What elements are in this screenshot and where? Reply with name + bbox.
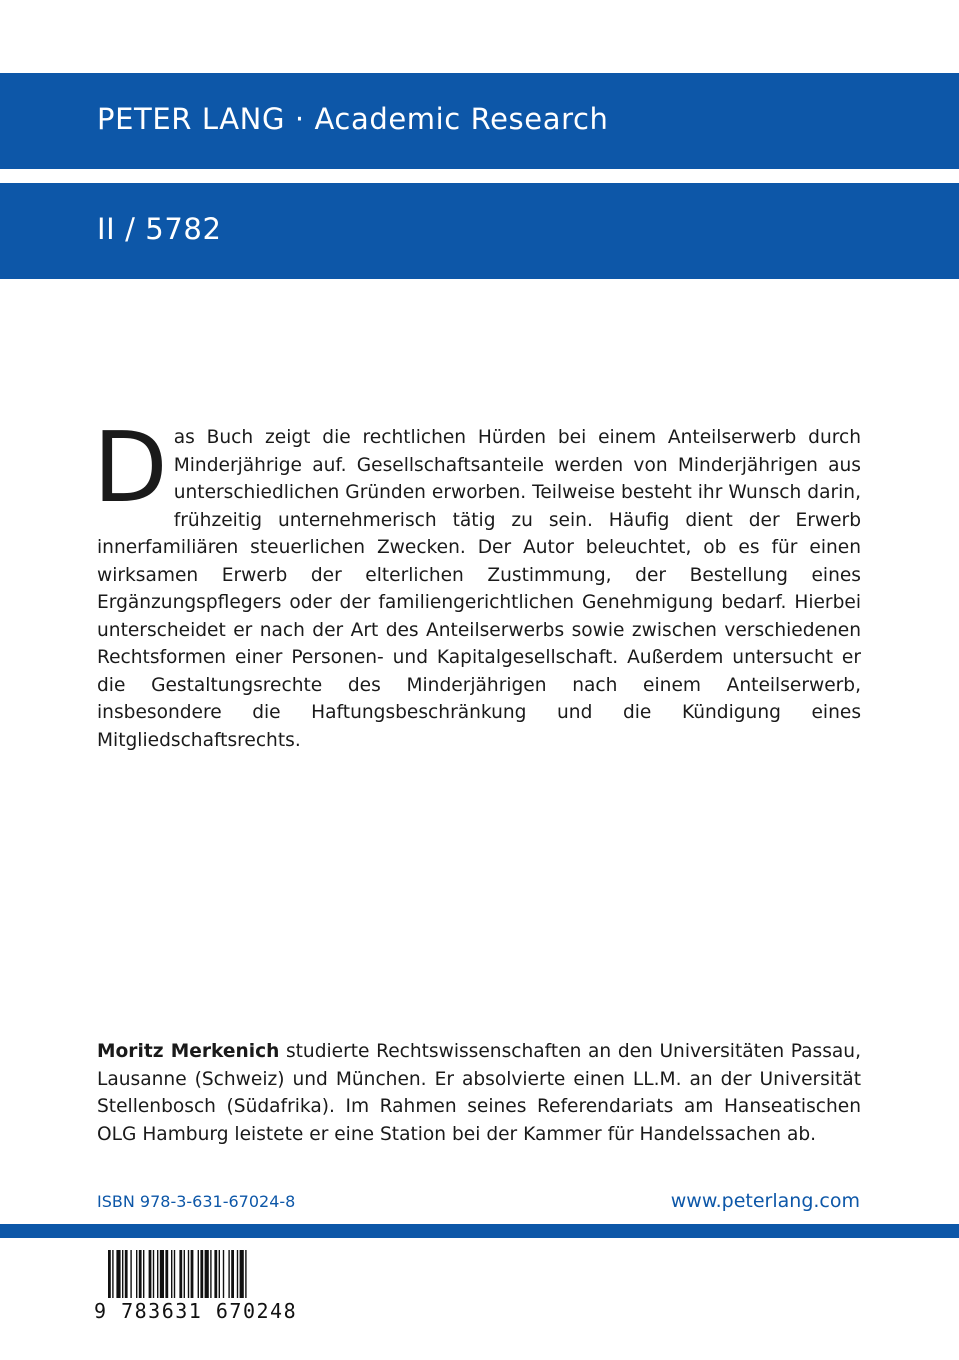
publisher-series-title: PETER LANG · Academic Research xyxy=(97,102,609,136)
footer-rule xyxy=(0,1224,959,1238)
series-banner xyxy=(0,183,959,279)
author-bio-text: studierte Rechtswissenschaften an den Universitäten Passau, Lausanne (Schweiz) und München. Er absolvierte einen LL.M. an der Universität Stellenbosch (Südafrika). Im Rahmen seines Referendariats am Hanseatischen OLG Hamburg leistete er eine Station bei der Kammer für Handelssachen ab. xyxy=(97,1041,861,1145)
publisher-website-link[interactable]: www.peterlang.com xyxy=(670,1190,860,1212)
barcode-bars xyxy=(94,1250,290,1302)
book-description xyxy=(93,411,861,754)
description-text: as Buch zeigt die rechtlichen Hürden bei einem Anteilserwerb durch Minderjährige auf. Gesellschaftsanteile werden von Minderjährigen aus unterschiedlichen Gründen erworben. Teilweise besteht ihr Wunsch darin, frühzeitig unternehmerisch tätig zu sein. Häufig dient der Erwerb innerfamiliären steuerlichen Zwecken. Der Autor beleuchtet, ob es für einen wirksamen Erwerb der elterlichen Zustimmung, der Bestellung eines Ergänzungspflegers oder der familiengerichtlichen Genehmigung bedarf. Hierbei unterscheidet er nach der Art des Anteilserwerbs sowie zwischen verschiedenen Rechtsformen einer Personen- und Kapitalgesellschaft. Außerdem untersucht er die Gestaltungsrechte des Minderjährigen nach einem Anteilserwerb, insbesondere die Haftungsbeschränkung und die Kündigung eines Mitgliedschaftsrechts. xyxy=(97,427,861,751)
publisher-banner xyxy=(0,73,959,169)
author-name: Moritz Merkenich xyxy=(97,1041,280,1062)
series-number: II / 5782 xyxy=(97,212,222,246)
isbn: ISBN 978-3-631-67024-8 xyxy=(97,1192,296,1211)
drop-cap: D xyxy=(93,411,168,524)
author-bio xyxy=(97,1038,861,1148)
isbn-barcode xyxy=(94,1250,298,1323)
barcode-digits: 9 783631 670248 xyxy=(94,1299,298,1323)
